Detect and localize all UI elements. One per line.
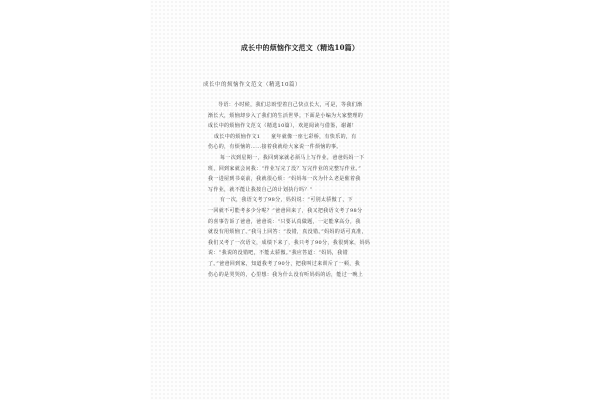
body-line: 每一次到星期一，我回到家就必须马上写作业，爸爸妈妈一下 [220,154,365,161]
body-line: 一回就不可能考多少分呢？”爸爸回来了，我又把我语文考了98分 [208,207,363,214]
body-line: 成长中的烦恼作文1 童年就像一座七彩桥，有快乐的，有 [214,133,357,140]
body-line: 伤心的是哭哭的，心里想：我为什么没有听妈妈的话，能过一晚上 [208,271,364,278]
document-body [208,100,428,280]
body-line: 渐长大，烦恼却步入了我们的生活世界。下面是小编为大家整理的 [208,112,364,119]
body-line: 就没有用烦恼了。”我马上回答：“没错，真没错。”妈妈的话可真准， [208,229,367,236]
body-line: 的喜事告诉了爸爸，爸爸说：“只要认真做题，一定能拿高分，我 [208,218,361,225]
document-subtitle: 成长中的烦恼作文范文（精选10篇） [203,82,301,88]
body-line: 我们又考了一次语文，成绩下来了，我只考了90分，我很到家，妈妈 [208,239,371,246]
document-title: 成长中的烦恼作文范文（精选10篇） [240,43,360,52]
body-line: 了。”爸爸回到家，知道我考了90分，把我叫过来训斥了一顿，我 [208,260,360,267]
body-line: 班，回到家就会问我：“作业写完了没？写完作业的完整写作业。” [208,165,362,172]
body-line: 说：“我说的没错吧，不能太骄傲。”我应答道：“妈妈，我错 [208,250,348,257]
document-page [150,0,450,400]
body-line: 成长中的烦恼作文范文（精选10篇），欢迎阅读与借鉴，谢谢！ [208,123,358,130]
body-line: 有一次，我语文考了98分，妈妈说：“可别太骄傲了，下 [220,197,354,204]
body-line: 伤心的，有烦恼的……接着我就给大家说一件烦恼的事。 [208,144,342,151]
body-line: 写作业，就不能让我按自己的计划执行吗？” [208,186,313,193]
body-line: 我一进屋到书桌前，我就很心烦：“妈妈每一次为什么老是催着我 [208,176,361,183]
body-line: 导语：小时候，我们总盼望着自己快点长大，可是，等我们渐 [218,102,363,108]
